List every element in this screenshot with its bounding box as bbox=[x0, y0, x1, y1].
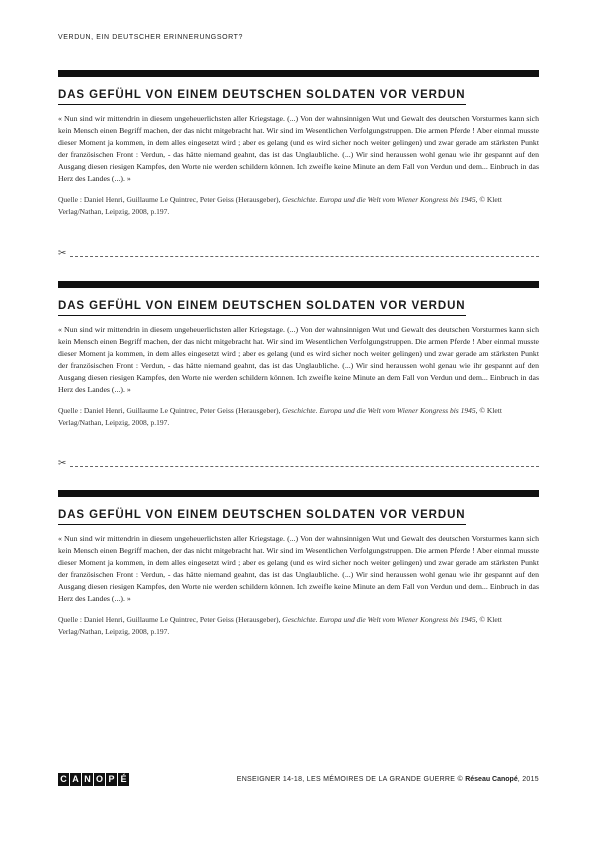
source-citation bbox=[58, 194, 539, 218]
credit-brand: Réseau Canopé bbox=[465, 776, 518, 783]
dashed-line bbox=[70, 466, 539, 467]
source-suffix: , © Klett Verlag/Nathan, Leipzig, 2008, p.197. bbox=[58, 406, 502, 427]
quote-text: « Nun sind wir mittendrin in diesem ungeheuerlichsten aller Kriegstage. (...) Von der wahnsinnigen Wut und Gewalt des deutschen Vorsturmes kann sich kein Mensch einen Begriff machen, der das nicht mitgebracht hat. Wir sind im Wesentlichen Verfolgungstruppen. Die armen Pferde ! Aber einmal musste dieser Moment ja kommen, in dem alles eingesetzt wird ; aber es gelang (und es wird sicher noch weiter gelingen) und zwar gerade am stärksten Punkt der französischen Front : Verdun, - das hätte niemand geahnt, das ist das Unglaubliche. (...) Wir sind heraussen wohl genau wie ihr gespannt auf den Ausgang diesen riesigen Kampfes, den Worte nie werden schildern können. Ich zweifle keine Minute an dem Fall von Verdun und dem... Einbruch in das Herz des Landes (...). » bbox=[58, 325, 539, 394]
source-prefix: Quelle : Daniel Henri, Guillaume Le Quintrec, Peter Geiss (Herausgeber), bbox=[58, 195, 283, 204]
scissors-icon: ✂ bbox=[58, 248, 67, 259]
quote-text: « Nun sind wir mittendrin in diesem ungeheuerlichsten aller Kriegstage. (...) Von der wahnsinnigen Wut und Gewalt des deutschen Vorsturmes kann sich kein Mensch einen Begriff machen, der das nicht mitgebracht hat. Wir sind im Wesentlichen Verfolgungstruppen. Die armen Pferde ! Aber einmal musste dieser Moment ja kommen, in dem alles eingesetzt wird ; aber es gelang (und es wird sicher noch weiter gelingen) und zwar gerade am stärksten Punkt der französischen Front : Verdun, - das hätte niemand geahnt, das ist das Unglaubliche. (...) Wir sind heraussen wohl genau wie ihr gespannt auf den Ausgang diesen riesigen Kampfes, den Worte nie werden schildern können. Ich zweifle keine Minute an dem Fall von Verdun und dem... Einbruch in das Herz des Landes (...). » bbox=[58, 534, 539, 603]
source-prefix: Quelle : Daniel Henri, Guillaume Le Quintrec, Peter Geiss (Herausgeber), bbox=[58, 406, 283, 415]
logo-letter: O bbox=[95, 774, 103, 784]
source-prefix: Quelle : Daniel Henri, Guillaume Le Quintrec, Peter Geiss (Herausgeber), bbox=[58, 615, 283, 624]
section-bar bbox=[58, 70, 539, 77]
canope-logo bbox=[58, 773, 129, 786]
logo-letter: É bbox=[118, 773, 129, 786]
logo-letter: N bbox=[82, 773, 93, 786]
logo-letter: A bbox=[70, 773, 81, 786]
page-footer bbox=[58, 773, 539, 789]
dashed-line bbox=[70, 256, 539, 257]
source-book-title: Geschichte. Europa und die Welt vom Wiener Kongress bis 1945 bbox=[282, 615, 476, 624]
cut-line bbox=[58, 458, 539, 471]
source-book-title: Geschichte. Europa und die Welt vom Wiener Kongress bis 1945 bbox=[282, 195, 476, 204]
document-section bbox=[58, 281, 539, 429]
source-book-title: Geschichte. Europa und die Welt vom Wiener Kongress bis 1945 bbox=[282, 406, 476, 415]
source-citation bbox=[58, 405, 539, 429]
document-section bbox=[58, 490, 539, 638]
logo-letter: P bbox=[106, 773, 117, 786]
credit-prefix: ENSEIGNER 14-18, LES MÉMOIRES DE LA GRANDE GUERRE © bbox=[236, 776, 466, 783]
document-section bbox=[58, 70, 539, 218]
running-header: VERDUN, EIN DEUTSCHER ERINNERUNGSORT? bbox=[58, 34, 244, 41]
section-bar bbox=[58, 281, 539, 288]
section-bar bbox=[58, 490, 539, 497]
source-suffix: , © Klett Verlag/Nathan, Leipzig, 2008, p.197. bbox=[58, 195, 502, 216]
credit-suffix: , 2015 bbox=[517, 776, 539, 783]
logo-letter: C bbox=[58, 773, 69, 786]
footer-credit bbox=[237, 776, 539, 783]
source-citation bbox=[58, 614, 539, 638]
section-title: DAS GEFÜHL VON EINEM DEUTSCHEN SOLDATEN VOR VERDUN bbox=[58, 89, 466, 105]
quote-text: « Nun sind wir mittendrin in diesem ungeheuerlichsten aller Kriegstage. (...) Von der wahnsinnigen Wut und Gewalt des deutschen Vorsturmes kann sich kein Mensch einen Begriff machen, der das nicht mitgebracht hat. Wir sind im Wesentlichen Verfolgungstruppen. Die armen Pferde ! Aber einmal musste dieser Moment ja kommen, in dem alles eingesetzt wird ; aber es gelang (und es wird sicher noch weiter gelingen) und zwar gerade am stärksten Punkt der französischen Front : Verdun, - das hätte niemand geahnt, das ist das Unglaubliche. (...) Wir sind heraussen wohl genau wie ihr gespannt auf den Ausgang diesen riesigen Kampfes, den Worte nie werden schildern können. Ich zweifle keine Minute an dem Fall von Verdun und dem... Einbruch in das Herz des Landes (...). » bbox=[58, 114, 539, 183]
cut-line bbox=[58, 248, 539, 261]
section-title: DAS GEFÜHL VON EINEM DEUTSCHEN SOLDATEN VOR VERDUN bbox=[58, 509, 466, 525]
source-suffix: , © Klett Verlag/Nathan, Leipzig, 2008, p.197. bbox=[58, 615, 502, 636]
section-title: DAS GEFÜHL VON EINEM DEUTSCHEN SOLDATEN VOR VERDUN bbox=[58, 300, 466, 316]
scissors-icon: ✂ bbox=[58, 458, 67, 469]
